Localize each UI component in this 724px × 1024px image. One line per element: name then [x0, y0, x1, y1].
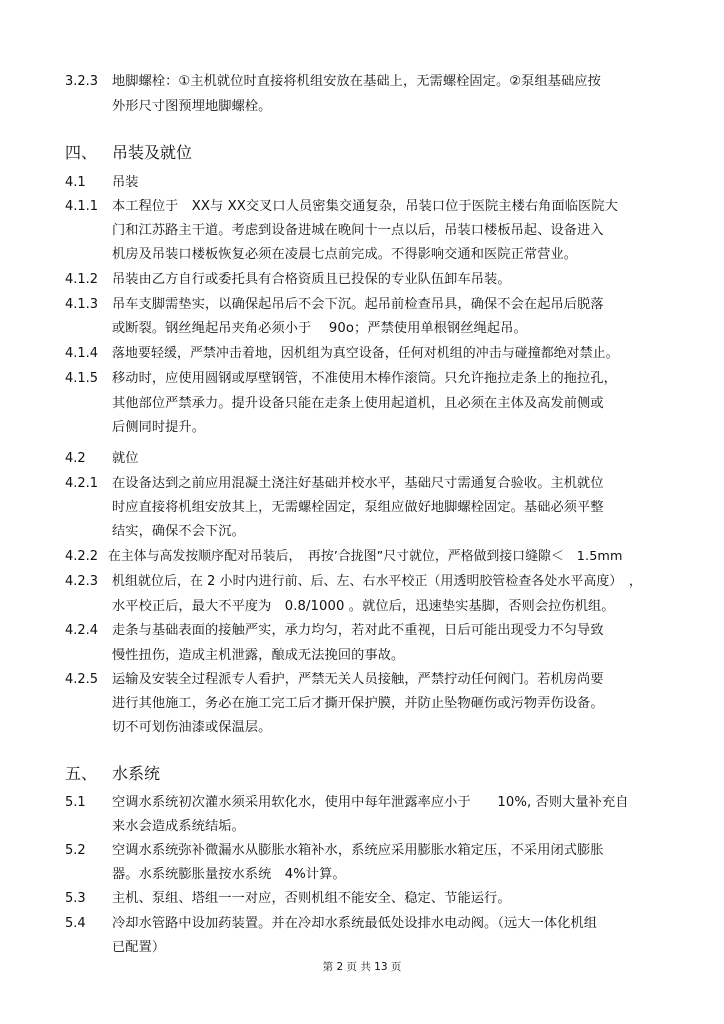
paragraph-line: 就位	[112, 451, 139, 466]
clause-number: 4.2.2	[65, 549, 99, 564]
section-title: 吊装及就位	[112, 143, 193, 162]
page-footer: 第 2 页 共 13 页	[322, 961, 402, 973]
paragraph-line: 吊装由乙方自行或委托具有合格资质且已投保的专业队伍卸车吊装。	[112, 272, 511, 287]
clause-number: 4.1.4	[65, 346, 99, 361]
paragraph-line: 进行其他施工，务必在施工完工后才撕开保护膜，并防止坠物砸伤或污物弄伤设备。	[112, 696, 604, 711]
paragraph-line: 机房及吊装口楼板恢复必须在凌晨七点前完成。不得影响交通和医院正常营业。	[112, 247, 578, 262]
clause-number: 5.1	[65, 795, 86, 810]
paragraph-line: 外形尺寸图预埋地脚螺栓。	[112, 99, 272, 114]
paragraph-line: 或断裂。钢丝绳起吊夹角必须小于 90o；严禁使用单根钢丝绳起吊。	[112, 321, 527, 336]
paragraph-line: 空调水系统弥补微漏水从膨胀水箱补水，系统应采用膨胀水箱定压，不采用闭式膨胀	[112, 843, 604, 858]
paragraph-line: 水平校正后，最大不平度为 0.8/1000 。就位后，迅速垫实基脚，否则会拉伤机组。	[112, 599, 615, 614]
clause-number: 4.1	[65, 175, 86, 190]
clause-number: 3.2.3	[65, 74, 99, 89]
clause-number: 4.2.3	[65, 574, 99, 589]
paragraph-line: 门和江苏路主干道。考虑到设备进城在晚间十一点以后，吊装口楼板吊起、设备进入	[112, 223, 604, 238]
paragraph-line: 吊车支脚需垫实，以确保起吊后不会下沉。起吊前检查吊具，确保不会在起吊后脱落	[112, 297, 604, 312]
paragraph-line: 冷却水管路中设加药装置。并在冷却水系统最低处设排水电动阀。（远大一体化机组	[112, 916, 598, 931]
paragraph-line: 在设备达到之前应用混凝土浇注好基础并校水平，基础尺寸需通复合验收。主机就位	[112, 476, 604, 491]
clause-number: 4.2.5	[65, 672, 99, 687]
paragraph-line: 运输及安装全过程派专人看护，严禁无关人员接触，严禁拧动任何阀门。若机房尚要	[112, 672, 604, 687]
clause-number: 5.2	[65, 843, 86, 858]
paragraph-line: 本工程位于 XX与 XX交叉口人员密集交通复杂，吊装口位于医院主楼右角面临医院大	[112, 199, 618, 214]
clause-number: 5.3	[65, 891, 86, 906]
clause-number: 4.1.1	[65, 199, 99, 214]
paragraph-line: 地脚螺栓：①主机就位时直接将机组安放在基础上，无需螺栓固定。②泵组基础应按	[112, 74, 601, 89]
paragraph-line: 吊装	[112, 175, 139, 190]
clause-number: 4.1.2	[65, 272, 99, 287]
clause-number: 4.1.3	[65, 297, 99, 312]
paragraph-line: 主机、泵组、塔组一一对应，否则机组不能安全、稳定、节能运行。	[112, 891, 511, 906]
paragraph-line: 走条与基础表面的接触严实，承力均匀，若对此不重视，日后可能出现受力不匀导致	[112, 623, 604, 638]
paragraph-line: 其他部位严禁承力。提升设备只能在走条上使用起道机，且必须在主体及高发前侧或	[112, 396, 604, 411]
section-number: 五、	[65, 764, 98, 783]
clause-number: 5.4	[65, 916, 86, 931]
section-number: 四、	[65, 143, 98, 162]
clause-number: 4.2.4	[65, 623, 99, 638]
clause-number: 4.2.1	[65, 476, 99, 491]
paragraph-line: 切不可划伤油漆或保温层。	[112, 720, 272, 735]
paragraph-line: 在主体与高发按顺序配对吊装后， 再按’合拢图”尺寸就位，严格做到接口缝隙＜ 1.5mm	[108, 549, 623, 564]
paragraph-line: 时应直接将机组安放其上，无需螺栓固定，泵组应做好地脚螺栓固定。基础必须平整	[112, 500, 604, 515]
paragraph-line: 已配置）	[112, 940, 166, 955]
clause-number: 4.1.5	[65, 371, 99, 386]
paragraph-line: 器。水系统膨胀量按水系统 4%计算。	[112, 867, 346, 882]
section-title: 水系统	[112, 764, 161, 783]
paragraph-line: 来水会造成系统结垢。	[112, 819, 245, 834]
paragraph-line: 慢性扭伤，造成主机泄露，酿成无法挽回的事故。	[112, 648, 405, 663]
paragraph-line: 后侧同时提升。	[112, 420, 206, 435]
paragraph-line: 机组就位后，在 2 小时内进行前、后、左、右水平校正（用透明胶管检查各处水平高度） ，	[112, 574, 642, 589]
paragraph-line: 落地要轻缓，严禁冲击着地，因机组为真空设备，任何对机组的冲击与碰撞都绝对禁止。	[112, 346, 619, 361]
paragraph-line: 空调水系统初次灌水须采用软化水，使用中每年泄露率应小于 10%, 否则大量补充自	[112, 795, 629, 810]
paragraph-line: 结实，确保不会下沉。	[112, 524, 245, 539]
clause-number: 4.2	[65, 451, 86, 466]
paragraph-line: 移动时，应使用圆钢或厚壁钢管，不准使用木棒作滚筒。只允许拖拉走条上的拖拉孔，	[112, 371, 617, 386]
